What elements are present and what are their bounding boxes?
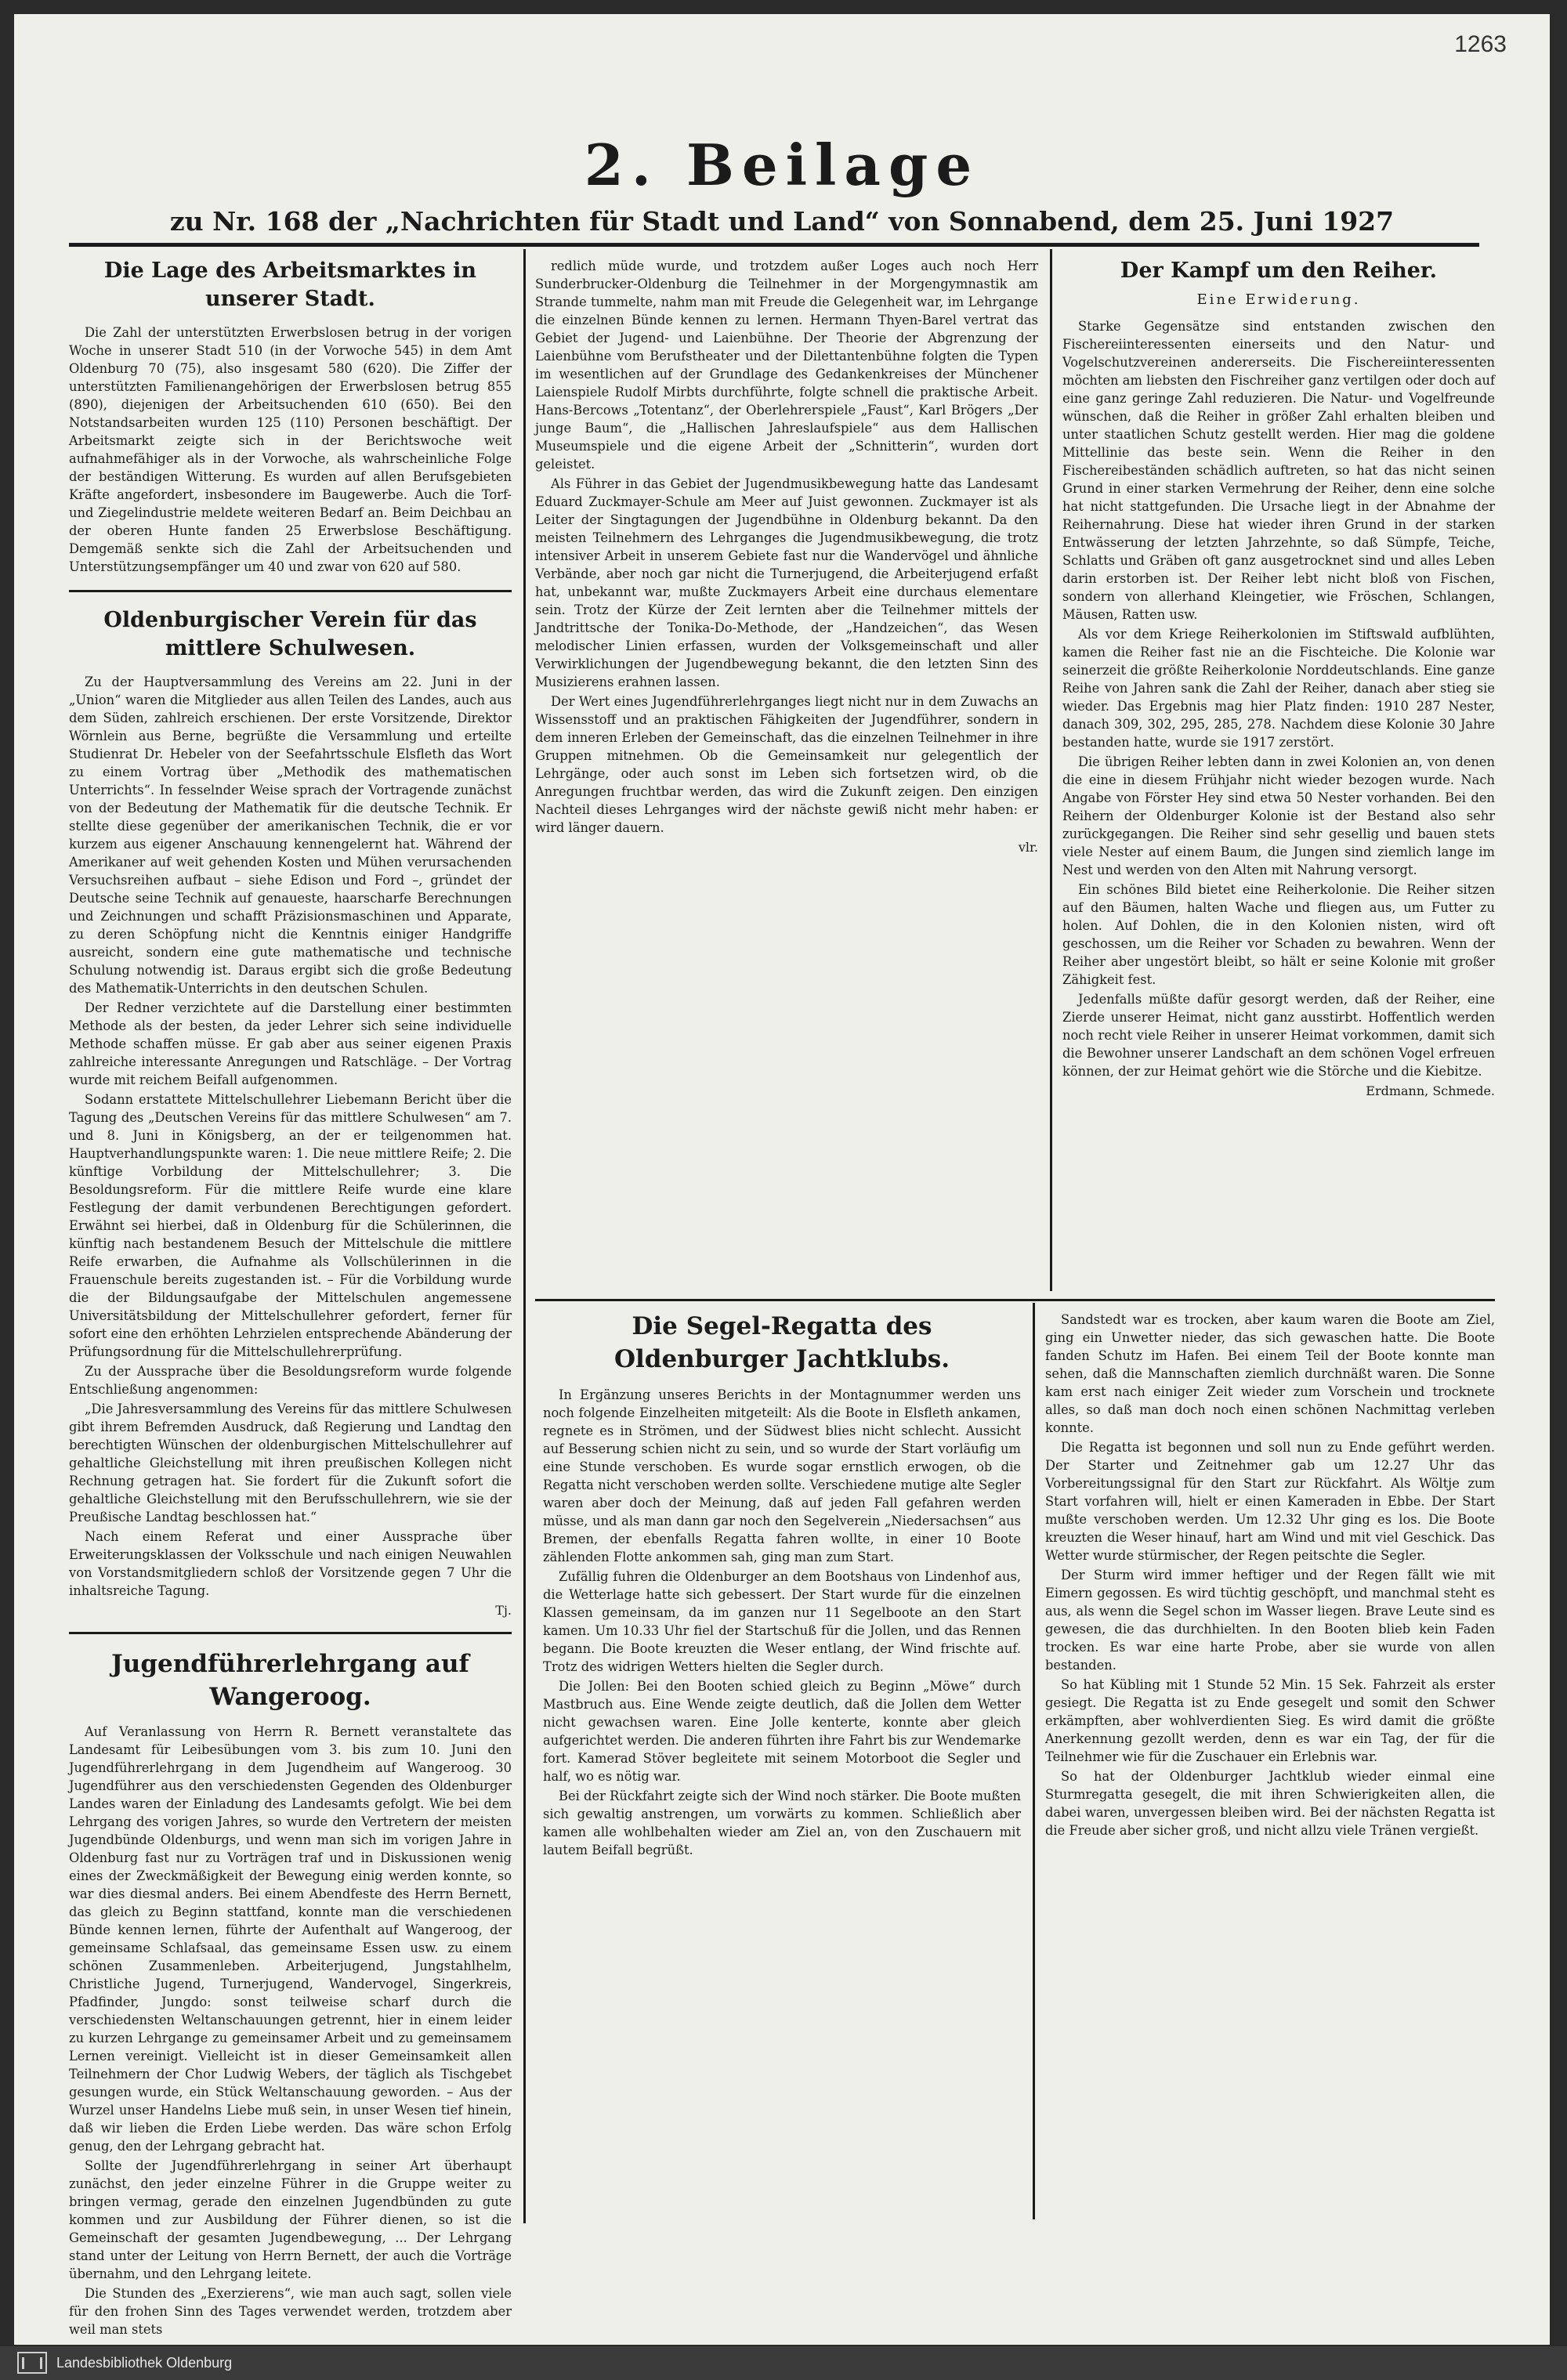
subheading: zu Nr. 168 der „Nachrichten für Stadt und Land“ von Sonnabend, dem 25. Juni 1927 <box>169 206 1395 237</box>
article-jugendfuehrer-continued <box>535 257 1038 855</box>
reiher-paragraph: Als vor dem Kriege Reiherkolonien im Stiftswald aufblühten, kamen die Reiher fast nie an die Fischteiche. Die Kolonie war seinerzeit die größte Reiherkolonie Norddeutschlands. Eine ganze Reihe von Jahren sank die Zahl der Reiher, danach aber stieg sie wieder. Das Ergebnis mag hier Platz finden: 1910 287 Nester, danach 309, 302, 295, 285, 278. Nachdem diese Kolonie 30 Jahre bestanden hatte, wurde sie 1917 zerstört. <box>1062 627 1495 751</box>
regatta-paragraph: Die Jollen: Bei den Booten schied gleich zu Beginn „Möwe“ durch Mastbruch aus. Eine Wende zeigte deutlich, daß die Jollen dem Wetter nicht gewachsen waren. Eine Jolle kenterte, konnte aber gleich aufgerichtet werden. Die anderen führten ihre Fahrt bis zur Wendemarke fort. Kamerad Stöver begleitete mit seinem Motorboot die Segler und half, wo es nötig war. <box>543 1678 1021 1784</box>
verein-paragraph: „Die Jahresversammlung des Vereins für das mittlere Schulwesen gibt ihrem Befremden Ausdruck, daß Regierung und Landtag den berechtigten Wünschen der oldenburgischen Mittelschullehrer auf gehaltliche Gleichstellung mit ihren preußischen Kollegen nicht Rechnung getragen hat. Sie fordert für die Zukunft sofort die gehaltliche Gleichstellung mit den Berufsschullehrern, wie sie der Preußische Landtag beschlossen hat.“ <box>69 1401 512 1525</box>
page-number: 1263 <box>1454 31 1507 57</box>
column-rule-2 <box>1050 249 1052 1291</box>
reiher-title: Der Kampf um den Reiher. <box>1120 259 1438 283</box>
column-rule-3 <box>1033 1303 1035 2219</box>
jugendfuehrer-paragraph: Sollte der Jugendführerlehrgang in seiner Art überhaupt zunächst, den jeder einzelne Führer in die Gruppe weiter zu bringen vermag, gerade den einzelnen Jugendbünden zu gute kommen und zur Ausbildung der Führer dienen, so ist die Gemeinschaft der gesamten Jugendbewegung, ... Der Lehrgang stand unter der Leitung von Herrn Bernett, der auch die Vorträge übernahm, und den Lehrgang leitete. <box>69 2158 512 2282</box>
verein-paragraph: Nach einem Referat und einer Aussprache über Erweiterungsklassen der Volksschule und nach einigen Neuwahlen von Vorstandsmitgliedern schloß der Vorsitzende gegen 7 Uhr die inhaltsreiche Tagung. <box>69 1528 512 1598</box>
library-footer <box>0 2346 1567 2380</box>
verein-paragraph: Sodann erstattete Mittelschullehrer Liebemann Bericht über die Tagung des „Deutschen Vereins für das mittlere Schulwesen“ am 7. und 8. Juni in Königsberg, an der er teilgenommen hat. Hauptverhandlungspunkte waren: 1. Die neue mittlere Reife; 2. Die künftige Vorbildung der Mittelschullehrer; 3. Die Besoldungsreform. Für die mittlere Reife wurde eine klare Festlegung der damit verbundenen Berechtigungen gefordert. Erwähnt sei hierbei, daß in Oldenburg für die Schülerinnen, die künftig nach bestandenem Besuch der Mittelschule die mittlere Reife erwarben, die Aufnahme als Vollschülerinnen in die Frauenschule bereits zugestanden ist. – Für die Vorbildung wurde die der Bildungsaufgabe der Mittelschulen angemessene Universitätsbildung der Mittelschullehrer gefordert, ferner für sofort eine den erhöhten Lehrzielen entsprechende Abänderung der Prüfungsordnung für die Mittelschullehrerprüfung. <box>69 1091 512 1359</box>
arbeitsmarkt-body: Die Zahl der unterstützten Erwerbslosen betrug in der vorigen Woche in unserer Stadt 510 (in der Vorwoche 545) in dem Amt Oldenburg 70 (75), also insgesamt 580 (620). Die Ziffer der unterstützten Familienangehörigen der Erwerbslosen betrug 855 (890), diejenigen der Arbeitsuchenden 610 (650). Bei den Notstandsarbeiten wurden 125 (110) Personen beschäftigt. Der Arbeitsmarkt zeigte sich in der Berichtswoche weit aufnahmefähiger als in der Vorwoche, als wahrscheinliche Folge der beständigen Witterung. Es wurden auf allen Berufsgebieten Kräfte angefordert, insbesondere im Baugewerbe. Auch die Torf- und Ziegelindustrie meldete weiteren Bedarf an. Beim Deichbau an der oberen Hunte fanden 25 Erwerbslose Beschäftigung. Demgemäß senkte sich die Zahl der Arbeitsuchenden und Unterstützungsempfänger um 40 und zwar von 620 auf 580. <box>69 324 512 574</box>
separator <box>69 1632 512 1634</box>
jugendfuehrer-last-line: Die Stunden des „Exerzierens“, wie man auch sagt, sollen viele für den frohen Sinn des Tages verwendet werden, trotzdem aber weil man stets <box>69 2286 512 2338</box>
jugendfuehrer-paragraph: Auf Veranlassung von Herrn R. Bernett veranstaltete das Landesamt für Leibesübungen vom 3. bis zum 10. Juni den Jugendführerlehrgang in dem Jugendheim auf Wangeroog. 30 Jugendführer aus den verschiedensten Gegenden des Oldenburger Landes waren der Einladung des Landesamts gefolgt. Wie bei dem Lehrgang des vorigen Jahres, so wurde den Vertretern der meisten Jugendbünde Oldenburgs, und wenn man sich im vorigen Jahre in Oldenburg fast nur zu Vorträgen traf und in Diskussionen wenig eines der Zweckmäßigkeit der Bewegung einig werden konnte, so war dies diesmal anders. Bei einem Abendfeste des Herrn Bernett, das gleich zu Beginn stattfand, konnte man die verschiedenen Bünde kennen lernen, führte der Aufenthalt auf Wangeroog, der gemeinsame Schlafsaal, das gemeinsame Essen usw. zu einem schönen Zusammenleben. Arbeiterjugend, Jungstahlhelm, Christliche Jugend, Turnerjugend, Wandervogel, Singerkreis, Pfadfinder, Jungdo: sonst teilweise scharf durch die verschiedensten Weltanschauungen getrennt, hier in einem leider zu kurzen Lehrgange zu gemeinsamer Arbeit und zu gemeinsamem Lernen vereinigt. Vielleicht ist in dieser Gemeinsamkeit allen Teilnehmern der Chor Ludwig Webers, der täglich als Tischgebet gesungen wurde, ein Stück Weltanschauung geworden. – Aus der Wurzel unser Handelns Liebe muß sein, in unser Wesen tief hinein, daß wir lieben die Erden Liebe werden. Das wäre schon Erfolg genug, den der Lehrgang gebracht hat. <box>69 1724 512 2154</box>
reiher-signature: Erdmann, Schmede. <box>1366 1083 1495 1099</box>
library-name: Landesbibliothek Oldenburg <box>56 2355 233 2371</box>
column-middle <box>535 257 1038 1299</box>
regatta-paragraph: In Ergänzung unseres Berichts in der Montagnummer werden uns noch folgende Einzelheiten mitgeteilt: Als die Boote in Elsfleth ankamen, regnete es in Strömen, und der Südwest blies nicht schlecht. Aussicht auf Besserung schien nicht zu sein, und so wurde der Start vorläufig um eine Stunde verschoben. Es wurde sogar ernstlich erwogen, ob die Regatta nicht verschoben werden sollte. Verschiedene mutige alte Segler waren aber doch der Meinung, daß auf jeden Fall gefahren werden müsse, und als man dann gar noch den Segelverein „Niedersachsen“ aus Bremen, der ebenfalls Regatta fahren wollte, in einer 10 Boote zählenden Flotte ankommen sah, ging man zum Start. <box>543 1387 1021 1564</box>
reiher-subtitle: Eine Erwiderung. <box>1196 291 1361 309</box>
regatta-paragraph: So hat Kübling mit 1 Stunde 52 Min. 15 Sek. Fahrzeit als erster gesiegt. Die Regatta ist zu Ende gesegelt und somit den Schwer erkämpften, aber wohlverdienten Sieg. Es wird damit die größte Anerkennung gezollt werden, denn es war ein Tag, der für die Teilnehmer wie für die Zuschauer ein Erlebnis war. <box>1045 1677 1495 1764</box>
column-rule-1 <box>523 249 526 2223</box>
reiher-paragraph: Die übrigen Reiher lebten dann in zwei Kolonien an, von denen die eine in diesem Frühjahr nicht wieder bezogen wurde. Nach Angabe von Förster Hey sind etwa 50 Nester vorhanden. Bei den Reihern der Oldenburger Kolonie ist der Bestand also sehr zurückgegangen. Die Reiher sind sehr gesellig und bauen stets viele Nester auf einem Baum, die Jungen sind ziemlich lange im Nest und werden von den Alten mit Nahrung versorgt. <box>1062 754 1495 878</box>
verein-paragraph: Der Redner verzichtete auf die Darstellung einer bestimmten Methode als der besten, da jeder Lehrer sich seine individuelle Methode schaffen müsse. Er gab aber aus seiner eigenen Praxis zahlreiche interessante Anregungen und Ratschläge. – Der Vortrag wurde mit reichem Beifall aufgenommen. <box>69 1000 512 1087</box>
regatta-paragraph: Sandstedt war es trocken, aber kaum waren die Boote am Ziel, ging ein Unwetter nieder, das sich gewaschen hatte. Die Boote fanden Schutz im Hafen. Bei einem Teil der Boote konnte man sehen, daß die Mannschaften ziemlich durchnäßt waren. Die Sonne kam erst nach einiger Zeit wieder zum Vorschein und trocknete alles, so daß man doch noch einen schönen Nachmittag verleben konnte. <box>1045 1312 1495 1435</box>
fortsetzung-paragraph: Als Führer in das Gebiet der Jugendmusikbewegung hatte das Landesamt Eduard Zuckmayer-Schule am Meer auf Juist gewonnen. Zuckmayer ist als Leiter der Singtagungen der Jugendbühne in Oldenburg bekannt. Da den meisten Teilnehmern des Lehrganges die Jugendmusikbewegung, die trotz intensiver Arbeit in unserem Gebiete fast nur die Wandervögel und ähnliche Verbände, aber noch gar nicht die Turnerjugend, die Arbeiterjugend erfaßt hat, unbekannt war, mußte Zuckmayers Arbeit eine durchaus elementare sein. Trotz der Kürze der Zeit lernten aber die Teilnehmer mittels der Jandtrittsche der Tonika-Do-Methode, der „Handzeichen“, das Wesen melodischer Linien erfassen, wurden der Volksgemeinschaft und aller Verwirklichungen der Jugendbewegung bekannt, die den letzten Sinn des Musizierens erahnen lassen. <box>535 476 1038 689</box>
separator <box>69 590 512 592</box>
regatta-column-right <box>1045 1311 1495 2223</box>
article-reiher <box>1062 257 1495 1098</box>
reiher-paragraph: Jedenfalls müßte dafür gesorgt werden, daß der Reiher, eine Zierde unserer Heimat, nicht ganz ausstirbt. Hoffentlich werden noch recht viele Reiher in unserer Heimat vorkommen, damit sich die Bewohner unserer Landschaft an dem schönen Vogel erfreuen können, der zur Heimat gehört wie die Störche und die Kiebitze. <box>1062 992 1495 1080</box>
library-logo-icon <box>17 2352 47 2374</box>
regatta-paragraph: Der Sturm wird immer heftiger und der Regen fällt wie mit Eimern gegossen. Es wird tüchtig geschöpft, und manchmal steht es aus, als wenn die Segel schon im Wasser liegen. Brave Leute sind es gewesen, die das durchhielten. In den Booten blieb kein Faden trocken. Es war eine harte Probe, aber sie wurde von allen bestanden. <box>1045 1568 1495 1673</box>
verein-title: Oldenburgischer Verein für das mittlere Schulwesen. <box>103 607 477 661</box>
regatta-title: Die Segel-Regatta des Oldenburger Jachtklubs. <box>614 1312 950 1373</box>
masthead-rule <box>69 243 1479 247</box>
arbeitsmarkt-title: Die Lage des Arbeitsmarktes in unserer Stadt. <box>103 259 477 312</box>
verein-paragraph: Zu der Hauptversammlung des Vereins am 22. Juni in der „Union“ waren die Mitglieder aus allen Teilen des Landes, auch aus dem Süden, zahlreich erschienen. Der erste Vorsitzende, Direktor Wörnlein aus Berne, begrüßte die Versammlung und erteilte Studienrat Dr. Hebeler von der Seefahrtsschule Elsfleth das Wort zu einem Vortrag über „Methodik des mathematischen Unterrichts“. In fesselnder Weise sprach der Vortragende zunächst von der Bedeutung der Mathematik für die deutsche Technik. Er stellte diese gegenüber der amerikanischen Technik, die er vor kurzem aus eigener Anschauung kennengelernt hat. Während der Amerikaner auf weit gehenden Kosten und Mühen verursachenden Versuchsreihen aufbaut – siehe Edison und Ford –, gründet der Deutsche seine Technik auf genaueste, haarscharfe Berechnungen und Zeichnungen und schafft Präzisionsmaschinen und Apparate, zu deren Schöpfung nicht die Kenntnis einiger Handgriffe ausreicht, sondern eine gute mathematische und technische Schulung notwendig ist. Daraus ergibt sich die große Bedeutung des Mathematik-Unterrichts in den deutschen Schulen. <box>69 674 512 996</box>
fortsetzung-paragraph: Der Wert eines Jugendführerlehrganges liegt nicht nur in dem Zuwachs an Wissensstoff und an praktischen Fähigkeiten der Jugendführer, sondern in dem inneren Erleben der Gemeinschaft, das die einzelnen Teilnehmer in ihre Gruppen mitnehmen. Ob die Gemeinsamkeit nur gelegentlich der Lehrgänge, oder auch sonst im Leben sich fortsetzen wird, ob die Anregungen fruchtbar werden, das wird die Zukunft zeigen. Den einzigen Nachteil dieses Lehrganges wird der nächste gewiß nicht mehr haben: er wird länger dauern. <box>535 694 1038 835</box>
column-left <box>69 257 512 2338</box>
verein-paragraph: Zu der Aussprache über die Besoldungsreform wurde folgende Entschließung angenommen: <box>69 1363 512 1397</box>
regatta-top-rule <box>535 1299 1495 1301</box>
regatta-paragraph: Die Regatta ist begonnen und soll nun zu Ende geführt werden. Der Starter und Zeitnehmer gab um 12.27 Uhr das Vorbereitungssignal für den Start zur Rückfahrt. Als Wöltje zum Start vorfahren will, hielt er einen Kameraden in Ebbe. Der Start mußte verschoben werden. Um 12.32 Uhr ging es los. Die Boote kreuzten die Weser hinauf, hart am Wind und mit viel Geschick. Das Wetter wurde stürmischer, der Regen peitschte die Segler. <box>1045 1440 1495 1563</box>
regatta-paragraph: Bei der Rückfahrt zeigte sich der Wind noch stärker. Die Boote mußten sich gewaltig anstrengen, um vorwärts zu kommen. Schließlich aber kamen alle wohlbehalten wieder am Ziel an, von den Zuschauern mit lautem Beifall begrüßt. <box>543 1788 1021 1857</box>
reiher-paragraph: Ein schönes Bild bietet eine Reiherkolonie. Die Reiher sitzen auf den Bäumen, halten Wache und fliegen aus, um Futter zu holen. Auf Dohlen, die in den Kolonien nisten, wird oft geschossen, um die Reiher vor Schaden zu bewahren. Wenn der Reiher aber ungestört bleibt, so hält er seine Kolonie mit großer Zähigkeit fest. <box>1062 882 1495 988</box>
reiher-paragraph: Starke Gegensätze sind entstanden zwischen den Fischereiinteressenten einerseits und den Natur- und Vogelschutzvereinen andererseits. Die Fischereiinteressenten möchten am liebsten den Fischreiher ganz vertilgen oder doch auf eine ganz geringe Zahl reduzieren. Die Natur- und Vogelfreunde wünschen, daß die Reiher in größer Zahl erhalten bleiben und unter staatlichen Schutz gestellt werden. Hier mag die goldene Mittellinie das beste sein. Wenn die Reiher in den Fischereibeständen schädlich auftreten, so hat das nicht seinen Grund in einer starken Vermehrung der Reiher, denn eine solche hat nicht stattgefunden. Die Ursache liegt in der Abnahme der Reihernahrung. Diese hat wieder ihren Grund in der starken Entwässerung der letzten Jahrzehnte, so daß Sümpfe, Teiche, Schlatts und Gräben oft ganz ausgetrocknet sind und alles Leben darin erstorben ist. Der Reiher lebt nicht bloß von Fischen, sondern von allerhand Kleingetier, wie Fröschen, Schlangen, Mäusen, Ratten usw. <box>1062 319 1495 623</box>
newspaper-page <box>14 14 1550 2345</box>
article-arbeitsmarkt <box>69 257 512 576</box>
verein-signature: Tj. <box>495 1602 512 1618</box>
masthead: 2. Beilage <box>584 132 980 198</box>
regatta-paragraph: Zufällig fuhren die Oldenburger an dem Bootshaus von Lindenhof aus, die Wetterlage hatte sich gebessert. Der Start wurde für die einzelnen Klassen gemeinsam, da im ganzen nur 11 Segelboote an den Start kamen. Um 10.33 Uhr fiel der Startschuß für die Jollen, und das Rennen begann. Die Boote kreuzten die Weser entlang, der Wind frischte auf. Trotz des widrigen Wetters hielten die Segler durch. <box>543 1568 1021 1674</box>
regatta-paragraph: So hat der Oldenburger Jachtklub wieder einmal eine Sturmregatta gesegelt, die mit ihren Schwierigkeiten allen, die dabei waren, unvergessen bleiben wird. Bei der nächsten Regatta ist die Freude aber sicher groß, und nicht allzu viele Tränen vergießt. <box>1045 1769 1495 1838</box>
jugendfuehrer-title: Jugendführerlehrgang auf Wangeroog. <box>111 1649 469 1711</box>
fortsetzung-paragraph: redlich müde wurde, und trotzdem außer Loges auch noch Herr Sunderbrucker-Oldenburg die Teilnehmer in der Morgengymnastik am Strande tummelte, nahm man mit Freude die Gelegenheit war, im Lehrgange die einzelnen Bünde kennen zu lernen. Hermann Thyen-Barel vertrat das Gebiet der Jugend- und Laienbühne. Der Theorie der Abgrenzung der Laienbühne vom Berufstheater und der Dilettantenbühne folgten die Typen im wesentlichen auf der Grundlage des Gedankenkreises der Münchener Laienspiele Rudolf Mirbts durchführte, folgte schnell die praktische Arbeit. Hans-Bercows „Totentanz“, der Oberlehrerspiele „Faust“, Karl Brögers „Der junge Baum“, die „Hallischen Jahreslaufspiele“ aus dem Hallischen Museumspiele und die eigene Arbeit der „Schnitterin“, wurden dort geleistet. <box>535 259 1038 472</box>
column-right <box>1062 257 1495 1291</box>
regatta-column-left <box>543 1311 1021 2223</box>
article-verein <box>69 606 512 1618</box>
fortsetzung-signature: vlr. <box>1018 840 1038 855</box>
article-jugendfuehrer <box>69 1648 512 2339</box>
